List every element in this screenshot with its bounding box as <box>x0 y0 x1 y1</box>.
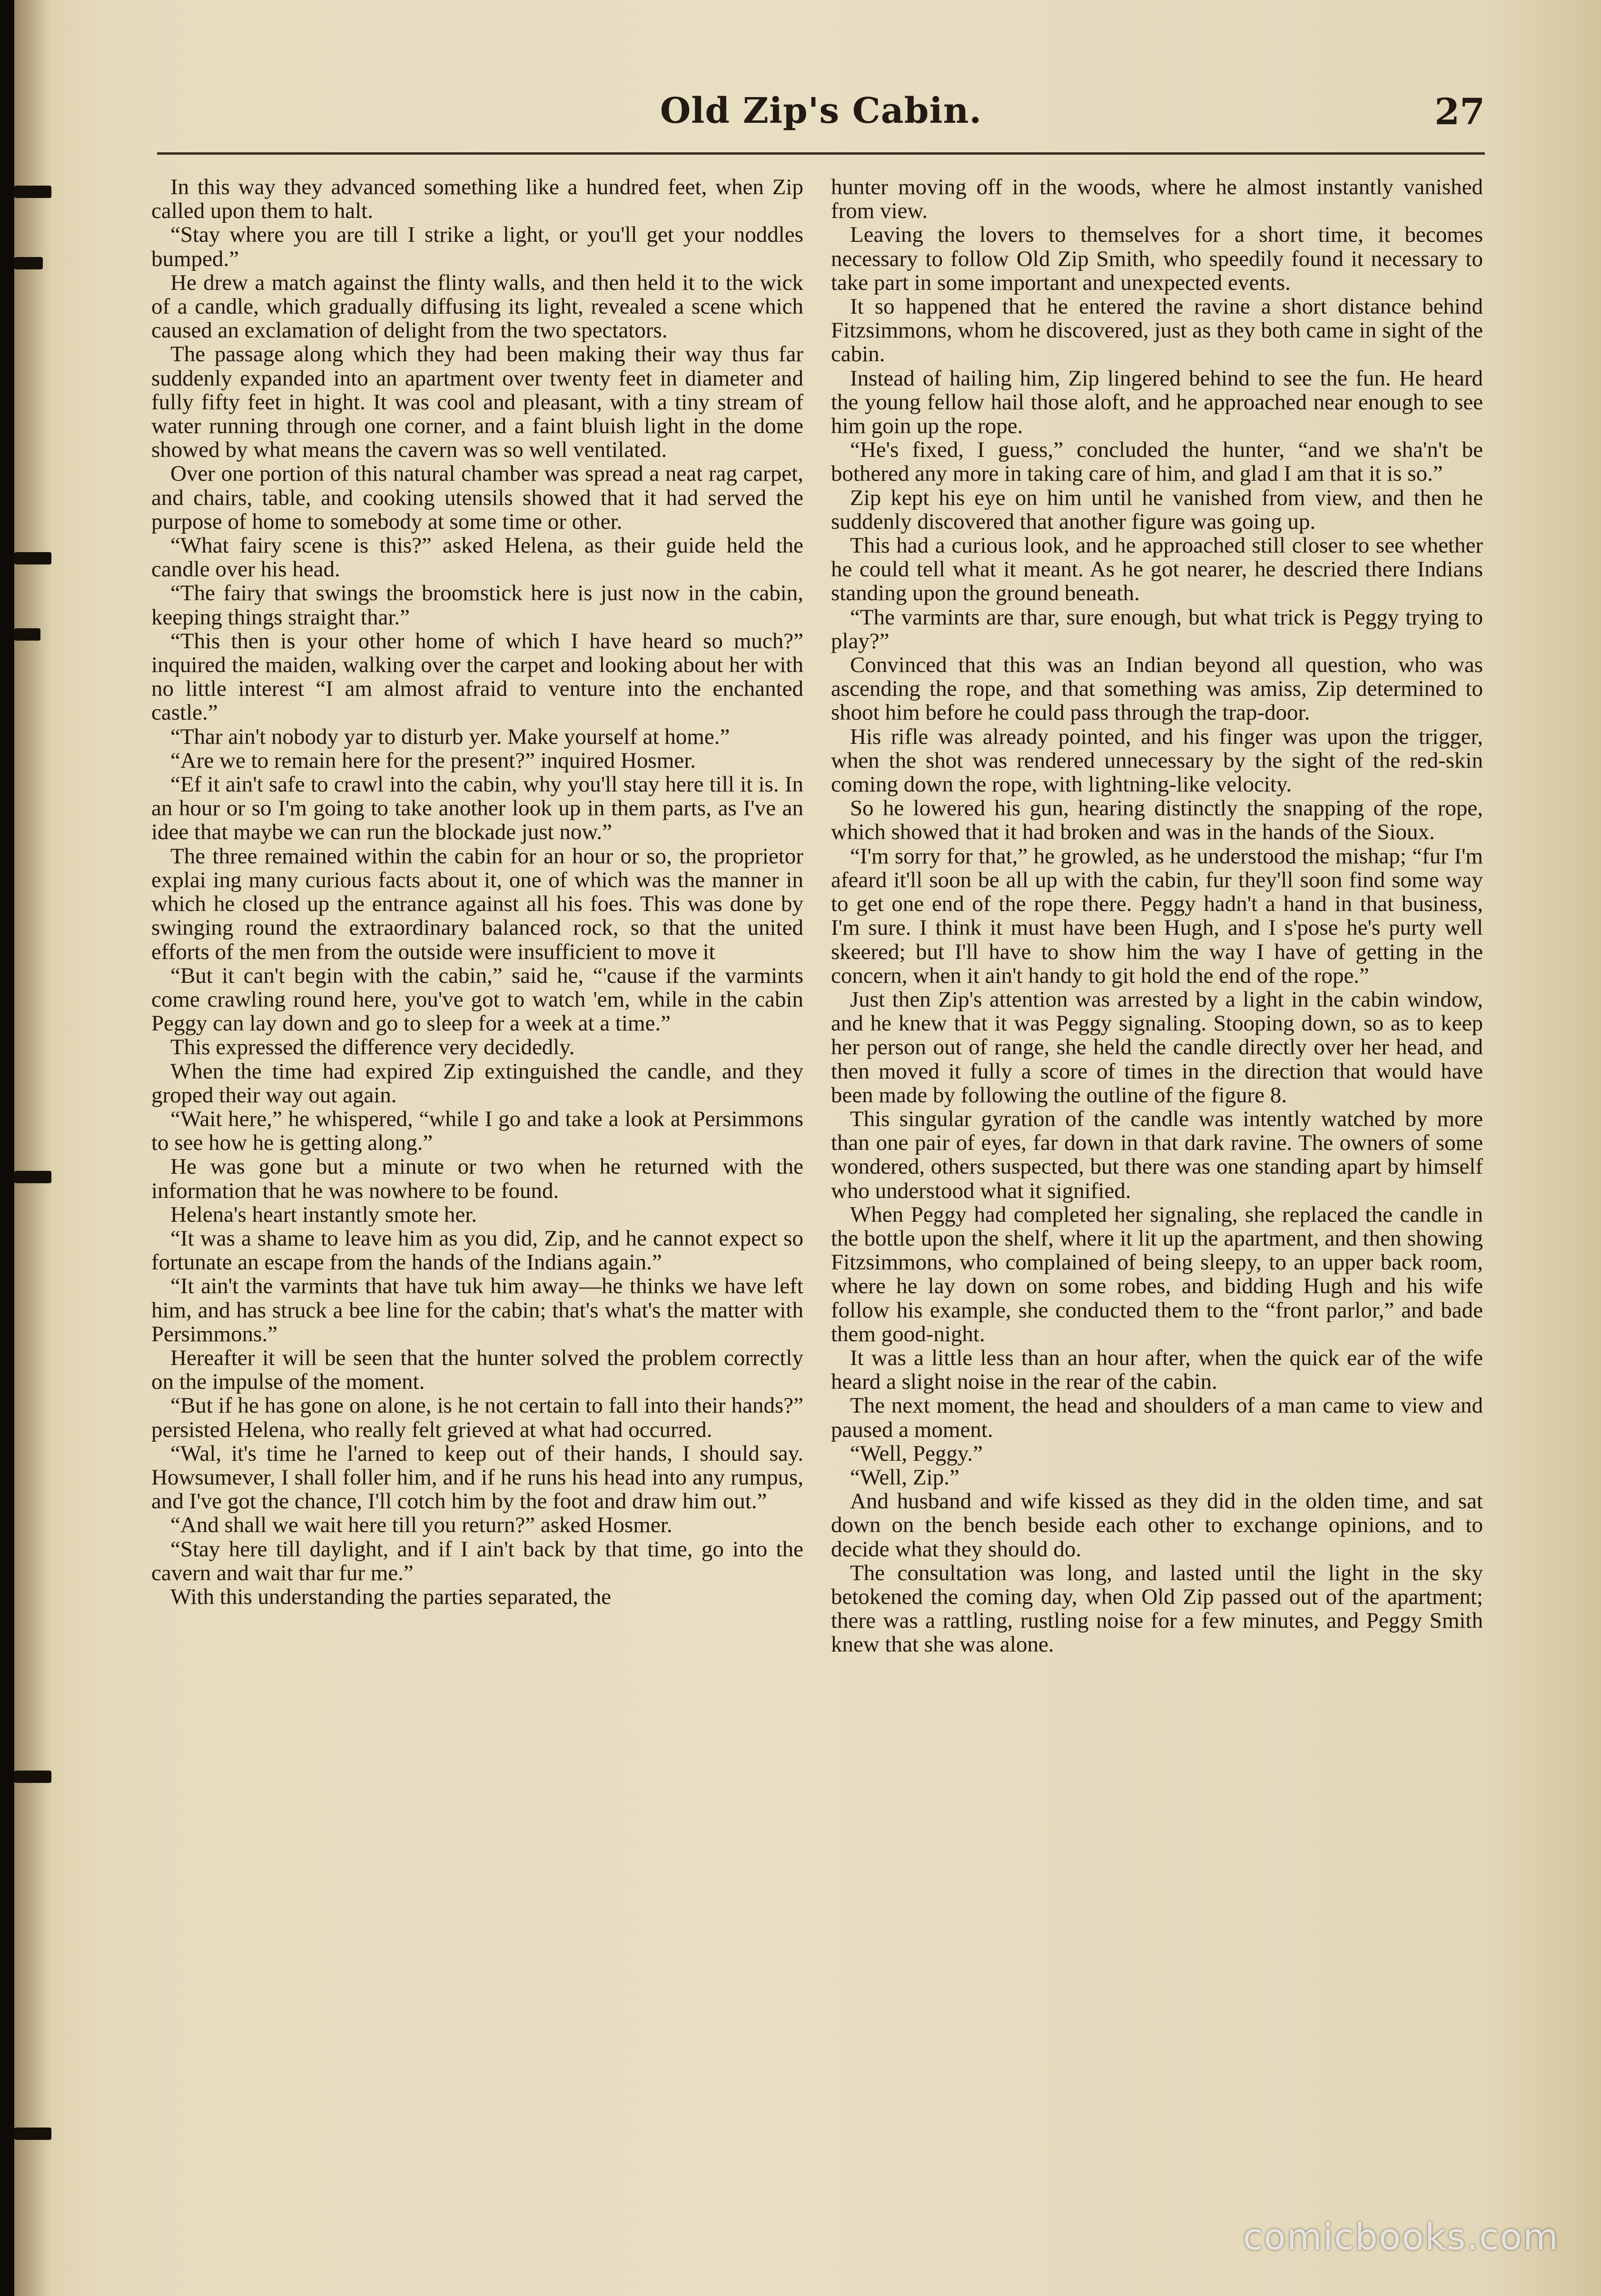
paragraph: “Stay where you are till I strike a light, or you'll get your noddles bumped.” <box>151 222 803 271</box>
book-page <box>14 0 1601 2296</box>
watermark: comicbooks.com <box>1243 2216 1559 2258</box>
right-column <box>831 175 1483 1657</box>
paragraph: When Peggy had completed her signaling, she replaced the candle in the bottle upon the shelf, where it lit up the apartment, and then showing Fitzsimmons, who complained of being sleepy, to an upper back room, where he lay down on some robes, and bidding Hugh and his wife follow his example, she conducted them to the “front parlor,” and bade them good-night. <box>831 1202 1483 1346</box>
paragraph: His rifle was already pointed, and his finger was upon the trigger, when the shot was rendered unnecessary by the sight of the red-skin coming down the rope, with lightning-like velocity. <box>831 724 1483 797</box>
binding-shadow <box>14 0 52 2296</box>
header-rule <box>157 152 1485 155</box>
paragraph: “But if he has gone on alone, is he not certain to fall into their hands?” persisted Helena, who really felt grieved at what had occurred. <box>151 1393 803 1442</box>
paragraph: “The varmints are thar, sure enough, but what trick is Peggy trying to play?” <box>831 604 1483 653</box>
paragraph: “What fairy scene is this?” asked Helena, as their guide held the candle over his head. <box>151 533 803 582</box>
paragraph: “It ain't the varmints that have tuk him away—he thinks we have left him, and has struck a bee line for the cabin; that's what's the matter with Persimmons.” <box>151 1274 803 1346</box>
page-number: 27 <box>1434 90 1485 133</box>
paragraph: The passage along which they had been making their way thus far suddenly expanded into an apartment over twenty feet in diameter and fully fifty feet in hight. It was cool and pleasant, with a tiny stream of water running through one corner, and a faint bluish light in the dome showed by what means the cavern was so well ventilated. <box>151 342 803 463</box>
paragraph: “Wal, it's time he l'arned to keep out of their hands, I should say. Howsumever, I shall foller him, and if he runs his head into any rumpus, and I've got the chance, I'll cotch him by the foot and draw him out.” <box>151 1441 803 1514</box>
paragraph: When the time had expired Zip extinguished the candle, and they groped their way out again. <box>151 1059 803 1108</box>
paragraph: “And shall we wait here till you return?” asked Hosmer. <box>170 1513 672 1538</box>
paragraph: Just then Zip's attention was arrested by a light in the cabin window, and he knew that it was Peggy signaling. Stooping down, so as to keep her person out of range, she held the candle directly over her head, and then moved it fully a score of times in the direction that would have been made by following the outline of the figure 8. <box>831 987 1483 1108</box>
paragraph: “Are we to remain here for the present?” inquired Hosmer. <box>170 748 696 773</box>
paragraph: The three remained within the cabin for an hour or so, the proprietor explai ing many curious facts about it, one of which was the manner in which he closed up the entrance against all his foes. This was done by swinging round the extraordinary balanced rock, so that the united efforts of the men from the outside were insufficient to move it <box>151 843 803 964</box>
paragraph: “Well, Peggy.” <box>850 1441 983 1466</box>
paragraph: This singular gyration of the candle was intently watched by more than one pair of eyes, far down in that dark ravine. The owners of some wondered, others suspected, but there was one standing apart by himself who understood what it signified. <box>831 1106 1483 1203</box>
paragraph: Leaving the lovers to themselves for a short time, it becomes necessary to follow Old Zip Smith, who speedily found it necessary to take part in some important and unexpected events. <box>831 222 1483 295</box>
paragraph: The next moment, the head and shoulders of a man came to view and paused a moment. <box>831 1393 1483 1442</box>
binding-stitch <box>14 2128 51 2140</box>
paragraph: And husband and wife kissed as they did in the olden time, and sat down on the bench beside each other to exchange opinions, and to decide what they should do. <box>831 1489 1483 1562</box>
paragraph: “It was a shame to leave him as you did, Zip, and he cannot expect so fortunate an escape from the hands of the Indians again.” <box>151 1226 803 1275</box>
binding-stitch <box>14 186 51 198</box>
paragraph: “The fairy that swings the broomstick here is just now in the cabin, keeping things straight thar.” <box>151 581 803 630</box>
paragraph: So he lowered his gun, hearing distinctly the snapping of the rope, which showed that it had broken and was in the hands of the Sioux. <box>831 796 1483 845</box>
paragraph: Over one portion of this natural chamber was spread a neat rag carpet, and chairs, table, and cooking utensils showed that it had served the purpose of home to somebody at some time or other. <box>151 461 803 534</box>
paragraph: It was a little less than an hour after, when the quick ear of the wife heard a slight noise in the rear of the cabin. <box>831 1345 1483 1395</box>
paragraph: “Well, Zip.” <box>850 1465 959 1490</box>
paragraph: Instead of hailing him, Zip lingered behind to see the fun. He heard the young fellow hail those aloft, and he approached near enough to see him goin up the rope. <box>831 366 1483 439</box>
paragraph: He was gone but a minute or two when he returned with the information that he was nowhere to be found. <box>151 1154 803 1203</box>
paragraph: “Stay here till daylight, and if I ain't back by that time, go into the cavern and wait thar fur me.” <box>151 1536 803 1585</box>
binding-stitch <box>14 628 40 641</box>
paragraph: “I'm sorry for that,” he growled, as he understood the mishap; “fur I'm afeard it'll soon be all up with the cabin, fur they'll soon find some way to get one end of the rope there. Peggy hadn't a hand in that business, I'm sure. I think it must have been Hugh, and I s'pose he's purty well skeered; but I'll have to show him the way I have of getting in the concern, when it ain't handy to git hold the end of the rope.” <box>831 843 1483 988</box>
paragraph: The consultation was long, and lasted until the light in the sky betokened the coming day, when Old Zip passed out of the apartment; there was a rattling, rustling noise for a few minutes, and Peggy Smith knew that she was alone. <box>831 1560 1483 1657</box>
paragraph: “He's fixed, I guess,” concluded the hunter, “and we sha'n't be bothered any more in taking care of him, and glad I am that it is so.” <box>831 437 1483 486</box>
binding-stitch <box>14 1771 51 1783</box>
paragraph: “Thar ain't nobody yar to disturb yer. Make yourself at home.” <box>170 724 730 749</box>
paragraph: Zip kept his eye on him until he vanished from view, and then he suddenly discovered that another figure was going up. <box>831 485 1483 534</box>
paragraph: “This then is your other home of which I have heard so much?” inquired the maiden, walking over the carpet and looking about her with no little interest “I am almost afraid to venture into the enchanted castle.” <box>151 628 803 725</box>
paragraph: “Ef it ain't safe to crawl into the cabin, why you'll stay here till it is. In an hour or so I'm going to take another look up in them parts, as I've an idee that maybe we can run the blockade just now.” <box>151 772 803 845</box>
paragraph: hunter moving off in the woods, where he almost instantly vanished from view. <box>831 175 1483 224</box>
binding-stitch <box>14 257 43 269</box>
paragraph: He drew a match against the flinty walls, and then held it to the wick of a candle, which gradually diffusing its light, revealed a scene which caused an exclamation of delight from the two spectators. <box>151 270 803 343</box>
page-title: Old Zip's Cabin. <box>660 90 982 131</box>
paragraph: Hereafter it will be seen that the hunter solved the problem correctly on the impulse of the moment. <box>151 1345 803 1395</box>
paragraph: In this way they advanced something like a hundred feet, when Zip called upon them to halt. <box>151 175 803 224</box>
paragraph: “But it can't begin with the cabin,” said he, “'cause if the varmints come crawling round here, you've got to watch 'em, while in the cabin Peggy can lay down and go to sleep for a week at a time.” <box>151 963 803 1036</box>
paragraph: This expressed the difference very decidedly. <box>170 1035 575 1060</box>
paragraph: This had a curious look, and he approached still closer to see whether he could tell what it meant. As he got nearer, he descried there Indians standing upon the ground beneath. <box>831 533 1483 606</box>
paragraph: It so happened that he entered the ravine a short distance behind Fitzsimmons, whom he discovered, just as they both came in sight of the cabin. <box>831 294 1483 367</box>
left-column <box>151 175 803 1609</box>
binding-stitch <box>14 552 51 564</box>
paragraph: Convinced that this was an Indian beyond all question, who was ascending the rope, and that something was amiss, Zip determined to shoot him before he could pass through the trap-door. <box>831 653 1483 725</box>
running-header <box>157 90 1485 148</box>
binding-stitch <box>14 1171 51 1183</box>
paragraph: With this understanding the parties separated, the <box>170 1584 612 1609</box>
paragraph: Helena's heart instantly smote her. <box>170 1202 477 1227</box>
paragraph: “Wait here,” he whispered, “while I go and take a look at Persimmons to see how he is getting along.” <box>151 1106 803 1156</box>
